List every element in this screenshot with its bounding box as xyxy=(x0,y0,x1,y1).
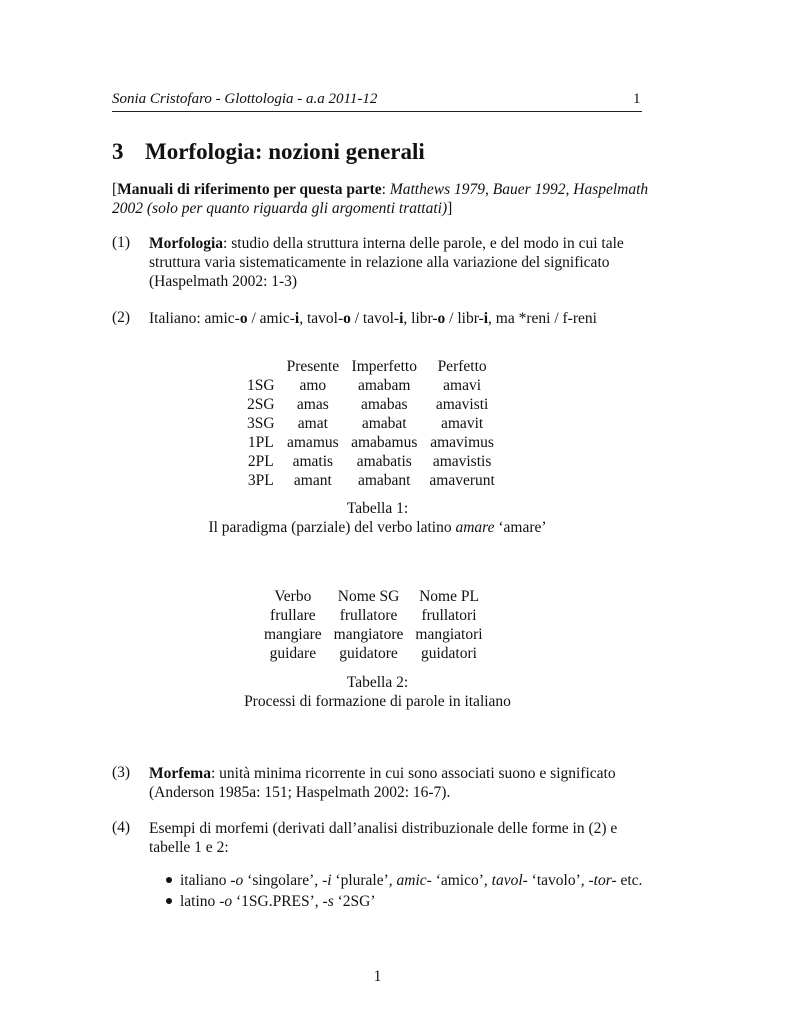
item-3-line-2: (Anderson 1985a: 151; Haspelmath 2002: 16-7). xyxy=(149,784,451,801)
bullet-icon xyxy=(166,877,172,883)
table-cell: frullare xyxy=(270,607,316,624)
bullet-1-text: etc. xyxy=(616,872,643,889)
table-cell: amavistis xyxy=(432,453,492,470)
item-2-i1: i xyxy=(294,310,300,327)
item-3-number: (3) xyxy=(112,764,131,781)
item-2-sep2: , tavol- xyxy=(299,310,344,327)
table-cell: amas xyxy=(296,396,329,413)
references-note xyxy=(112,180,652,218)
item-4-line-2: tabelle 1 e 2: xyxy=(149,839,229,856)
list-item xyxy=(166,872,642,890)
item-4-line-1: Esempi di morfemi (derivati dall’analisi distribuzionale delle forme in (2) e xyxy=(149,820,618,837)
item-1-line-1: : studio della struttura interna delle parole, e del modo in cui tale xyxy=(223,235,624,252)
bullet-icon xyxy=(166,898,172,904)
table-2-header-cell: Nome PL xyxy=(419,588,479,605)
table-1-caption-label: Tabella 1: xyxy=(346,500,409,517)
bullet-1-text: ‘tavolo’, xyxy=(527,872,589,889)
section-number: 3 xyxy=(112,139,124,164)
item-2-suffix: , ma *reni / f-reni xyxy=(488,310,597,327)
item-1-line-2: struttura varia sistematicamente in relazione alla variazione del significato xyxy=(149,254,610,271)
references-text-2: 2002 (solo per quanto riguarda gli argomenti trattati) xyxy=(112,200,448,217)
table-1-header-row xyxy=(241,357,501,376)
item-3-line-1: : unità minima ricorrente in cui sono associati suono e significato xyxy=(210,765,616,782)
running-header: Sonia Cristofaro - Glottologia - a.a 2011-12 xyxy=(112,91,378,107)
table-cell: 1SG xyxy=(247,377,275,394)
bullet-1-text: italiano xyxy=(180,872,231,889)
bullet-2-text: ‘2SG’ xyxy=(333,893,376,910)
table-1-header-cell xyxy=(241,357,281,376)
table-row xyxy=(258,644,489,663)
header-page-number: 1 xyxy=(633,91,641,107)
table-cell: guidare xyxy=(269,645,317,662)
bullet-1-text: ‘plurale’, xyxy=(331,872,397,889)
table-cell: 1PL xyxy=(247,434,274,451)
table-cell: amabam xyxy=(357,377,411,394)
bullet-2-morph-o: -o xyxy=(219,893,233,910)
item-2-i2: i xyxy=(399,310,404,327)
table-row xyxy=(241,433,501,452)
table-cell: amo xyxy=(299,377,327,394)
bullet-1-text: ‘singolare’, xyxy=(243,872,323,889)
item-1-number: (1) xyxy=(112,234,131,251)
table-row xyxy=(241,452,501,471)
table-cell: amavimus xyxy=(430,434,494,451)
item-2-number: (2) xyxy=(112,309,131,326)
table-cell: amamus xyxy=(287,434,339,451)
table-cell: amabas xyxy=(361,396,408,413)
table-row xyxy=(241,471,501,490)
item-2-prefix: Italiano: amic- xyxy=(149,310,240,327)
table-row xyxy=(258,606,489,625)
item-1-term: Morfologia xyxy=(149,235,224,252)
table-cell: amabant xyxy=(357,472,411,489)
item-2-o2: o xyxy=(343,310,351,327)
table-2-header-cell: Verbo xyxy=(274,588,312,605)
bullet-1-text: ‘amico’, xyxy=(431,872,492,889)
item-2-sep3: / tavol- xyxy=(350,310,400,327)
bullet-1-morph-tavol: tavol- xyxy=(491,872,528,889)
bullet-2-text: latino xyxy=(180,893,220,910)
table-cell: 2SG xyxy=(247,396,275,413)
bullet-1-morph-tor: -tor- xyxy=(588,872,617,889)
references-text-1: Matthews 1979, Bauer 1992, Haspelmath xyxy=(389,181,649,198)
table-2-word-formation xyxy=(258,587,489,663)
table-cell: mangiare xyxy=(264,626,322,643)
item-2-sep1: / amic- xyxy=(247,310,295,327)
table-1-caption-post: ‘amare’ xyxy=(494,519,547,536)
table-row xyxy=(241,414,501,433)
table-1-latin-paradigm xyxy=(241,357,501,490)
table-cell: amant xyxy=(293,472,332,489)
table-cell: guidatori xyxy=(421,645,477,662)
table-1-caption-pre: Il paradigma (parziale) del verbo latino xyxy=(208,519,456,536)
item-2-o1: o xyxy=(239,310,248,327)
table-cell: amabatis xyxy=(356,453,412,470)
item-3-text xyxy=(149,764,649,802)
table-cell: amabamus xyxy=(351,434,418,451)
item-2-text xyxy=(149,309,649,328)
table-cell: frullatore xyxy=(339,607,398,624)
item-3-term: Morfema xyxy=(149,765,211,782)
item-2-i3: i xyxy=(483,310,489,327)
table-1-header-cell: Presente xyxy=(286,358,340,375)
references-colon: : xyxy=(381,181,390,198)
item-1-text xyxy=(149,234,649,291)
bullet-2-morph-s: -s xyxy=(322,893,334,910)
table-cell: amaverunt xyxy=(429,472,495,489)
table-cell: amatis xyxy=(292,453,334,470)
bracket-close: ] xyxy=(447,200,453,217)
table-1-header-cell: Imperfetto xyxy=(351,358,417,375)
section-title: Morfologia: nozioni generali xyxy=(145,139,425,164)
table-cell: amavi xyxy=(443,377,482,394)
table-cell: guidatore xyxy=(339,645,398,662)
item-2-o3: o xyxy=(437,310,446,327)
table-cell: mangiatore xyxy=(333,626,404,643)
table-row xyxy=(258,625,489,644)
table-2-caption-label: Tabella 2: xyxy=(346,674,409,691)
bracket-open: [ xyxy=(112,181,118,198)
table-1-header-cell: Perfetto xyxy=(437,358,487,375)
table-2-caption: Processi di formazione di parole in italiano xyxy=(244,693,511,710)
bullet-2-text: ‘1SG.PRES’, xyxy=(232,893,323,910)
table-cell: frullatori xyxy=(421,607,477,624)
item-4-number: (4) xyxy=(112,819,131,836)
header-rule xyxy=(112,111,642,112)
table-cell: mangiatori xyxy=(415,626,483,643)
item-1-line-3: (Haspelmath 2002: 1-3) xyxy=(149,273,298,290)
references-label: Manuali di riferimento per questa parte xyxy=(117,181,382,198)
bullet-1-morph-amic: amic- xyxy=(396,872,432,889)
table-cell: 2PL xyxy=(247,453,274,470)
table-cell: 3SG xyxy=(247,415,275,432)
table-cell: 3PL xyxy=(247,472,274,489)
table-cell: amat xyxy=(297,415,328,432)
table-1-caption xyxy=(0,518,755,537)
table-2-header-cell: Nome SG xyxy=(337,588,400,605)
item-2-sep4: , libr- xyxy=(403,310,438,327)
item-2-sep5: / libr- xyxy=(445,310,484,327)
table-cell: amavisti xyxy=(435,396,489,413)
table-row xyxy=(241,376,501,395)
bullet-1-morph-i: -i xyxy=(322,872,332,889)
table-1-caption-italic: amare xyxy=(455,519,495,536)
bullet-1-morph-o: -o xyxy=(230,872,244,889)
table-cell: amavit xyxy=(441,415,484,432)
table-2-header-row xyxy=(258,587,489,606)
footer-page-number: 1 xyxy=(373,968,382,985)
list-item xyxy=(166,893,376,911)
table-cell: amabat xyxy=(361,415,407,432)
item-4-text xyxy=(149,819,649,857)
table-row xyxy=(241,395,501,414)
